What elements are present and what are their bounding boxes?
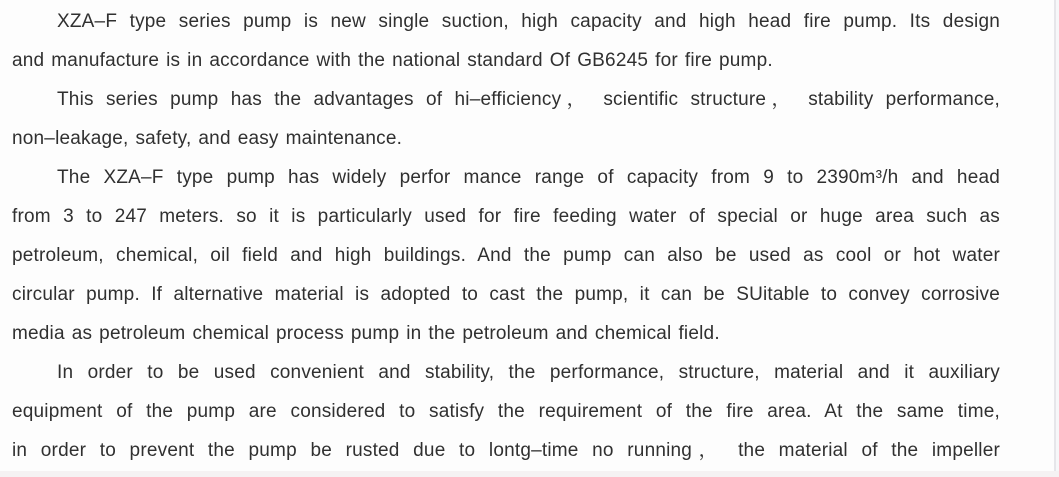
paragraph bbox=[12, 80, 1000, 158]
paragraph bbox=[12, 158, 1000, 353]
text-line: and manufacture is in accordance with the national standard Of GB6245 for fire pump. bbox=[12, 50, 773, 71]
text-line: equipment of the pump are considered to satisfy the requirement of the fire area. At the same time, bbox=[12, 401, 1000, 422]
text-line: The XZA–F type pump has widely perfor mance range of capacity from 9 to 2390m³/h and head bbox=[57, 167, 1000, 188]
page-edge-bottom bbox=[0, 471, 1059, 477]
text-line: XZA–F type series pump is new single suction, high capacity and high head fire pump. Its design bbox=[57, 11, 1000, 32]
paragraph bbox=[12, 353, 1000, 470]
text-line: petroleum, chemical, oil field and high buildings. And the pump can also be used as cool or hot water bbox=[12, 245, 1000, 266]
paragraph bbox=[12, 2, 1000, 80]
text-line: from 3 to 247 meters. so it is particularly used for fire feeding water of special or huge area such as bbox=[12, 206, 1000, 227]
text-line: circular pump. If alternative material is adopted to cast the pump, it can be SUitable to convey corrosive bbox=[12, 284, 1000, 305]
document-text-block bbox=[12, 2, 1000, 470]
text-line: in order to prevent the pump be rusted due to lontg–time no running， the material of the impeller bbox=[12, 440, 1000, 461]
text-line: non–leakage, safety, and easy maintenance. bbox=[12, 128, 403, 149]
text-line: In order to be used convenient and stability, the performance, structure, material and it auxiliary bbox=[57, 362, 1000, 383]
text-line: media as petroleum chemical process pump in the petroleum and chemical field. bbox=[12, 323, 720, 344]
text-line: This series pump has the advantages of hi–efficiency， scientific structure， stability performance, bbox=[57, 89, 1000, 110]
page-edge-right bbox=[1054, 0, 1056, 477]
